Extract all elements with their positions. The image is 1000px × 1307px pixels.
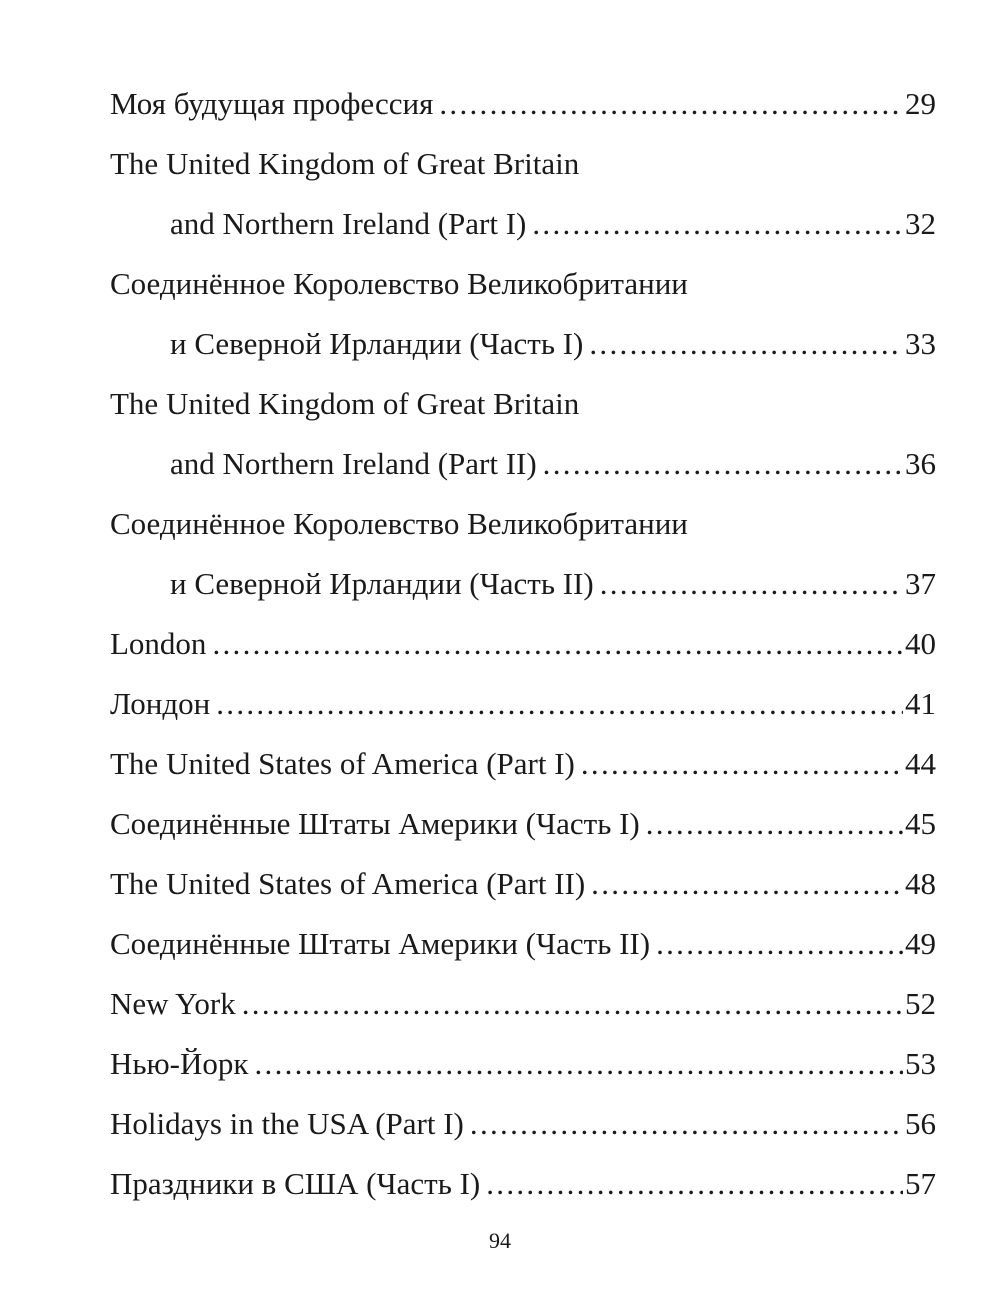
toc-entry[interactable] [110,794,936,854]
toc-entry-title: Праздники в США (Часть I) [110,1166,481,1201]
toc-entry-page: 52 [905,986,936,1021]
toc-entry-title-continued: and Northern Ireland (Part I) [170,206,527,241]
toc-entry-page: 44 [905,746,936,781]
toc-entry-first-line[interactable] [110,254,936,314]
toc-entry-title-continued: и Северной Ирландии (Часть II) [170,566,594,601]
toc-entry-page: 32 [905,206,936,241]
toc-entry-title: Нью-Йорк [110,1046,249,1081]
toc-entry[interactable] [110,74,936,134]
dot-leader [470,1094,903,1154]
toc-entry[interactable] [110,1154,936,1214]
toc-entry[interactable] [110,854,936,914]
toc-entry-title: Соединённые Штаты Америки (Часть II) [110,926,651,961]
toc-entry[interactable] [110,194,936,254]
page-number: 94 [489,1228,511,1253]
toc-entry-title: Соединённые Штаты Америки (Часть I) [110,806,640,841]
toc-entry-page: 37 [905,566,936,601]
dot-leader [600,554,903,614]
toc-entry-first-line[interactable] [110,134,936,194]
toc-entry[interactable] [110,434,936,494]
toc-entry[interactable] [110,1094,936,1154]
dot-leader [591,854,903,914]
toc-entry[interactable] [110,914,936,974]
toc-entry[interactable] [110,734,936,794]
toc-entry-title-continued: and Northern Ireland (Part II) [170,446,537,481]
dot-leader [439,74,903,134]
toc-entry-title: The United Kingdom of Great Britain [110,146,580,181]
dot-leader [486,1154,903,1214]
dot-leader [216,674,903,734]
toc-entry-title: The United States of America (Part I) [110,746,575,781]
dot-leader [581,734,903,794]
toc-entry-title: Holidays in the USA (Part I) [110,1106,464,1141]
toc-entry-page: 41 [905,686,936,721]
dot-leader [589,314,903,374]
dot-leader [242,974,903,1034]
toc-entry-page: 40 [905,626,936,661]
toc-entry-page: 45 [905,806,936,841]
dot-leader [532,194,903,254]
toc-entry[interactable] [110,1034,936,1094]
toc-entry-title-continued: и Северной Ирландии (Часть I) [170,326,584,361]
toc-entry-page: 48 [905,866,936,901]
toc-entry-page: 56 [905,1106,936,1141]
toc-entry-page: 33 [905,326,936,361]
toc-entry[interactable] [110,314,936,374]
toc-entry-title: London [110,626,207,661]
toc-entry[interactable] [110,614,936,674]
toc-entry[interactable] [110,974,936,1034]
toc-entry-title: Соединённое Королевство Великобритании [110,506,688,541]
toc-entry-first-line[interactable] [110,494,936,554]
toc-entry-title: Моя будущая профессия [110,86,434,121]
toc-entry-title: New York [110,986,236,1021]
dot-leader [646,794,903,854]
table-of-contents [110,74,936,1214]
toc-entry-first-line[interactable] [110,374,936,434]
dot-leader [656,914,903,974]
toc-entry-page: 49 [905,926,936,961]
toc-entry-page: 29 [905,86,936,121]
dot-leader [543,434,903,494]
toc-entry-page: 57 [905,1166,936,1201]
toc-entry-page: 36 [905,446,936,481]
toc-entry-title: The United States of America (Part II) [110,866,586,901]
toc-entry-title: Соединённое Королевство Великобритании [110,266,688,301]
toc-entry-title: Лондон [110,686,211,721]
toc-entry[interactable] [110,674,936,734]
toc-entry-title: The United Kingdom of Great Britain [110,386,580,421]
toc-entry[interactable] [110,554,936,614]
toc-entry-page: 53 [905,1046,936,1081]
dot-leader [254,1034,903,1094]
dot-leader [212,614,903,674]
